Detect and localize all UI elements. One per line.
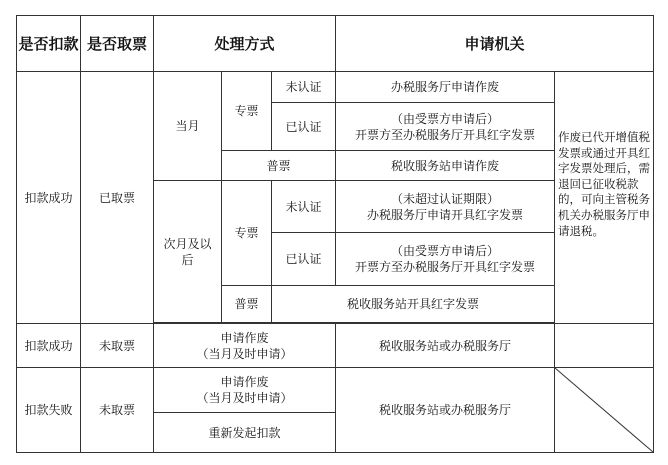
- nm-verified-action-line2: 开票方至办税服务厅开具红字发票: [355, 260, 536, 274]
- refund-note: 作废已代开增值税发票或通过开具红字发票处理后，需退回已征收税款的，可向主管税务机关办税服务厅申请退税。: [555, 72, 654, 324]
- nm-unverified-action-line1: （未超过认证期限）: [391, 191, 500, 206]
- table-row: [17, 72, 654, 103]
- group3-authority: 税收服务站或办税服务厅: [336, 368, 555, 453]
- group2-handling-line1: 申请作废: [220, 330, 269, 345]
- group3-handling-b: 重新发起扣款: [154, 413, 336, 453]
- current-month-label: 当月: [154, 72, 222, 181]
- nm-unverified-label: 未认证: [272, 181, 336, 233]
- header-row: [17, 16, 654, 72]
- header-handling: 处理方式: [154, 16, 336, 72]
- nm-special-invoice-label: 专票: [222, 181, 272, 286]
- cm-verified-action: [336, 103, 555, 151]
- group2-ticket: 未取票: [81, 324, 154, 368]
- group1-status: 扣款成功: [17, 72, 81, 324]
- cm-verified-action-line2: 开票方至办税服务厅开具红字发票: [355, 127, 536, 142]
- cm-normal-invoice-label: 普票: [222, 151, 336, 181]
- nm-verified-label: 已认证: [272, 233, 336, 286]
- cm-unverified-label: 未认证: [272, 72, 336, 103]
- nm-normal-action: 税收服务站开具红字发票: [272, 286, 555, 323]
- diagonal-line: [555, 368, 653, 452]
- nm-verified-action: [336, 233, 555, 286]
- table-row: [17, 368, 654, 413]
- next-month-label: 次月及以后: [154, 181, 222, 323]
- group2-blank-cell: [555, 324, 654, 368]
- cm-verified-label: 已认证: [272, 103, 336, 151]
- group2-status: 扣款成功: [17, 324, 81, 368]
- diagonal-blank-cell: [555, 368, 654, 453]
- table-row: [17, 324, 654, 368]
- group2-handling: [154, 324, 336, 368]
- group3-handling-a: [154, 368, 336, 413]
- invoice-handling-table: [16, 15, 654, 453]
- header-ticket-taken: 是否取票: [81, 16, 154, 72]
- group3-handling-a-line2: （当月及时申请）: [196, 391, 293, 405]
- group3-handling-a-line1: 申请作废: [220, 375, 269, 389]
- nm-unverified-action-line2: 办税服务厅申请开具红字发票: [367, 207, 524, 222]
- group2-handling-line2: （当月及时申请）: [196, 346, 293, 361]
- cm-special-invoice-label: 专票: [222, 72, 272, 151]
- group3-ticket: 未取票: [81, 368, 154, 453]
- header-authority: 申请机关: [336, 16, 654, 72]
- group3-status: 扣款失败: [17, 368, 81, 453]
- policy-table-container: [16, 15, 654, 453]
- cm-normal-action: 税收服务站申请作废: [336, 151, 555, 181]
- cm-verified-action-line1: （由受票方申请后）: [391, 111, 500, 126]
- nm-verified-action-line1: （由受票方申请后）: [391, 244, 500, 258]
- cm-unverified-action: 办税服务厅申请作废: [336, 72, 555, 103]
- nm-unverified-action: [336, 181, 555, 233]
- header-deducted: 是否扣款: [17, 16, 81, 72]
- group2-authority: 税收服务站或办税服务厅: [336, 324, 555, 368]
- nm-normal-invoice-label: 普票: [222, 286, 272, 323]
- group1-ticket: 已取票: [81, 72, 154, 324]
